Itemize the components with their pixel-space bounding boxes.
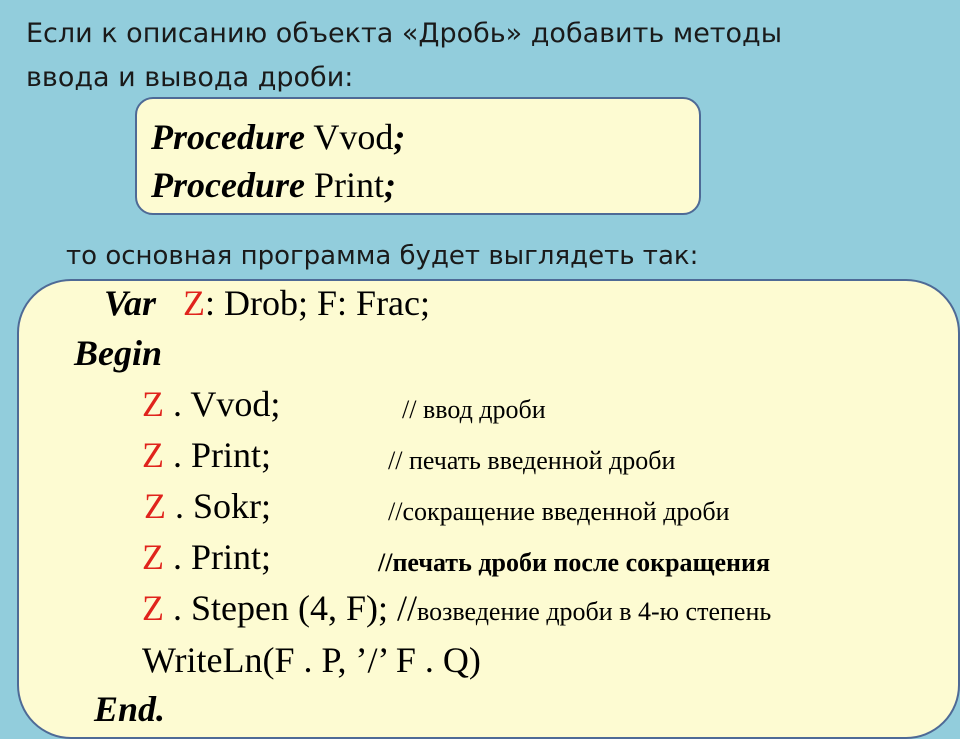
comment: // печать введенной дроби	[388, 446, 676, 475]
writeln-statement: WriteLn(F . P, ’/’ F . Q)	[142, 640, 481, 680]
method-vvod	[151, 113, 699, 161]
procedure-keyword: Procedure	[151, 117, 305, 157]
transition-text: то основная программа будет выглядеть так:	[66, 241, 699, 271]
comment: // ввод дроби	[402, 395, 546, 424]
intro-line-2: ввода и вывода дроби:	[26, 62, 354, 93]
object-z: Z	[142, 588, 164, 628]
object-z: Z	[144, 486, 166, 526]
begin-line	[74, 328, 162, 378]
method-call: . Print;	[164, 435, 272, 475]
intro-line-1: Если к описанию объекта «Дробь» добавить методы	[26, 18, 783, 49]
comment: //печать дроби после сокращения	[378, 548, 771, 577]
method-call: . Stepen (4, F);	[164, 588, 388, 628]
code-line-stepen	[142, 583, 771, 633]
code-line-vvod	[142, 379, 280, 429]
var-keyword: Var	[104, 283, 157, 323]
code-line-sokr	[144, 481, 271, 531]
method-print	[151, 161, 699, 209]
procedure-keyword: Procedure	[151, 165, 305, 205]
object-z: Z	[142, 435, 164, 475]
var-line	[104, 278, 430, 328]
semicolon: ;	[383, 165, 396, 205]
end-line	[94, 684, 165, 734]
object-z: Z	[142, 384, 164, 424]
method-name-print: Print	[304, 165, 384, 205]
object-z: Z	[142, 537, 164, 577]
method-name-vvod: Vvod	[304, 117, 394, 157]
code-line-print	[142, 430, 271, 480]
writeln-line	[142, 635, 481, 685]
end-keyword: End.	[94, 689, 166, 729]
method-call: . Print;	[164, 537, 272, 577]
intro-text	[26, 12, 926, 100]
semicolon: ;	[393, 117, 406, 157]
method-call: . Sokr;	[166, 486, 272, 526]
comment-slashes: //	[396, 588, 417, 628]
var-declaration: : Drob; F: Frac;	[205, 283, 431, 323]
comment: //сокращение введенной дроби	[388, 497, 730, 526]
begin-keyword: Begin	[74, 333, 163, 373]
methods-box	[135, 97, 701, 215]
code-line-print-2	[142, 532, 271, 582]
comment: возведение дроби в 4-ю степень	[417, 597, 772, 626]
var-z: Z	[183, 283, 206, 323]
method-call: . Vvod;	[164, 384, 281, 424]
